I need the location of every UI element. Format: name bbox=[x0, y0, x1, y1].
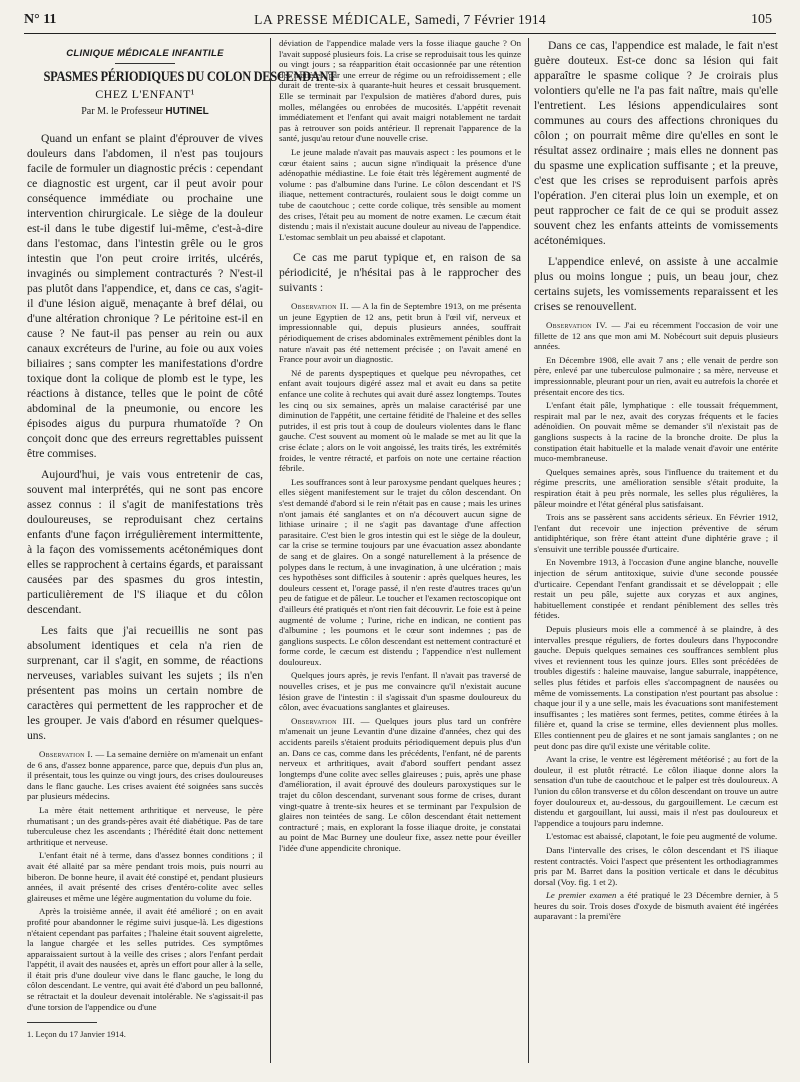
paragraph: Aujourd'hui, je vais vous entretenir de cas, souvent mal interprétés, qui ne sont pas encore assez connus : il s'agit de manifestations très douloureuses, se reproduisant chez certains enfants d'une façon irrégulièrement intermittente, à la façon des vomissements acétonémiques dont elles se rapprochent à certains égards, et paraissant causées par des spasmes du gros intestin, particulièrement de l'S iliaque et du côlon descendant. bbox=[27, 468, 263, 616]
journal-name: LA PRESSE MÉDICALE, bbox=[254, 12, 411, 27]
paragraph: Depuis plusieurs mois elle a commencé à se plaindre, à des intervalles presque réguliers, de fortes douleurs dans l'hypocondre gauche. Depuis quelques semaines ces souffrances semblent plus vives et reviennent tous les quinze jours. Elles sont précédées de troubles digestifs : haleine mauvaise, langue saburrale, inappétence, selles plus fétides et parfois elles s'accompagnent de nausées ou même de vomissements. La constipation n'est pourtant pas absolue : chaque jour il y a une selle, mais les évacuations sont manifestement insuffisantes ; les matières sont fermes, petites, comme étirées à la filière et, quand la crise se termine, elles deviennent plus molles. Elles contiennent peu de glaires et ne sont jamais sanglantes ; on ne peut donc pas dire qu'il existe une véritable colite. bbox=[534, 624, 778, 751]
observation-paragraph bbox=[27, 749, 263, 802]
paragraph: Ce cas me parut typique et, en raison de sa périodicité, je n'hésitai pas à le rapprocher des suivants : bbox=[279, 251, 521, 295]
page-header bbox=[24, 12, 776, 34]
paragraph: Dans l'intervalle des crises, le côlon descendant et l'S iliaque restent contractés. Voici l'aspect que présentent les orthodiagrammes pris par M. Barret dans la position verticale et dans le décubitus dorsal (Voy. fig. 1 et 2). bbox=[534, 844, 778, 887]
footnote: 1. Leçon du 17 Janvier 1914. bbox=[27, 1029, 126, 1040]
observation-label: Observation II. bbox=[291, 301, 349, 312]
paragraph-text: a été pratiqué le 23 Décembre dernier, à 5 heures du soir. Trois doses d'oxyde de bismuth avaient été ingérées auparavant : la premi'ère bbox=[534, 890, 778, 922]
paragraph: Quelques jours après, je revis l'enfant. Il n'avait pas traversé de nouvelles crises, et je pus me convaincre qu'il n'existait aucune lésion grave de l'intestin : il s'agissait d'un spasme douloureux du côlon, avec évacuations sanglantes et glaireuses. bbox=[279, 670, 521, 713]
paragraph: En Novembre 1913, à l'occasion d'une angine blanche, nouvelle injection de sérum antitoxique, suivie d'une seconde poussée d'urticaire. Cependant l'enfant grandissait et se développait ; elle restait un peu pâle, sujette aux coryzas et aux angines, habituellement constipée et rendant péniblement des selles très fétides. bbox=[534, 557, 778, 621]
column-3 bbox=[534, 38, 778, 1078]
observation-label: Observation IV. bbox=[546, 320, 608, 330]
paragraph: L'enfant était pâle, lymphatique : elle toussait fréquemment, respirait mal par le nez, avait des coryzas fréquents et le facies adénoïdien. On pouvait même se demander s'il n'existait pas de ganglions suspects à la racine de la bronche droite. De plus la constipation était habituelle et la malade venait d'avoir une entérite muco-membraneuse. bbox=[534, 400, 778, 464]
paragraph: Les faits que j'ai recueillis ne sont pas absolument identiques et cela n'a rien de surprenant, car il s'agit, en somme, de réactions nerveuses, variables suivant les sujets ; ils n'en présentent pas moins un certain nombre de caractères qui permettent de les rapprocher et de les grouper. Je vais d'abord en résumer quelques-uns. bbox=[27, 624, 263, 742]
section-rubric: CLINIQUE MÉDICALE INFANTILE bbox=[66, 48, 224, 59]
header-rule bbox=[24, 33, 776, 34]
paragraph: Dans ce cas, l'appendice est malade, le fait n'est guère douteux. Est-ce donc sa lésion qui fait apparaître le spasme colique ? Je croirais plus volontiers qu'elle ne l'a pas fait naître, mais qu'elle l'entretient. Les lésions appendiculaires sont communes au cours des affections chroniques du côlon ; on pourrait même dire qu'elles en sont le résultat assez ordinaire ; mais elles ne donnent pas du spasme une explication suffisante ; et la preuve, c'est que les crises se reproduisent parfois après l'opération. J'en citerai plus loin un exemple, et on peut rapprocher ce fait de ce qui se produit assez souvent chez les enfants atteints de vomissements acétonémiques. bbox=[534, 39, 778, 247]
observation-text: — Quelques jours plus tard un confrère m'amenait un jeune Levantin d'une dizaine d'années, chez qui des accidents pareils s'étaient produits périodiquement depuis plus d'un an. Dans ce cas, comme dans les précédents, l'enfant, né de parents nerveux et arthritiques, avait d'abord souffert pendant assez longtemps d'une colite avec selles glaireuses ; puis, après une phase d'amélioration, il avait éprouvé des douleurs paroxystiques sur le trajet du côlon descendant, survenant sous forme de crises, durant vingt-quatre à trente-six heures et se terminant par l'expulsion de glaires non teintées de sang. Le côlon descendant était nettement contracturé ; mais, en explorant la fosse iliaque droite, je constatai au point de Mac Burney une douleur fixe, assez nette pour éveiller l'idée d'une appendicite chronique. bbox=[279, 715, 521, 853]
observation-label: Observation I. bbox=[39, 749, 94, 759]
column-divider bbox=[528, 38, 529, 1063]
paragraph: L'appendice enlevé, on assiste à une accalmie plus ou moins longue ; puis, un beau jour, chez certains sujets, les vomissements reparaissent et les crises se renouvellent. bbox=[534, 255, 778, 313]
observation-label: Observation III. bbox=[291, 715, 355, 726]
author-name: HUTINEL bbox=[165, 106, 209, 117]
paragraph: Les souffrances sont à leur paroxysme pendant quelques heures ; elles siègent manifestement sur le trajet du côlon descendant. On s'est demandé d'abord si le rein n'était pas en cause ; mais les urines n'ont jamais été sanglantes et on n'a découvert aucun signe de lithiase urinaire ; il ne s'agit pas davantage d'une affection parasitaire. C'est bien le gros intestin qui est le siège de la douleur, car la crise se termine toujours par une évacuation assez abondante de sang et de glaires. On a songé naturellement à la présence de polypes dans le rectum, à une invagination, à une ulcération ; mais ces hypothèses sont difficiles à soutenir : après quelques heures, les douleurs cessent et, l'orage passé, il n'en reste d'autres traces qu'un peu de fatigue et de pâleur. Le toucher et l'examen rectoscopique ont d'ailleurs été pratiqués et n'ont rien fait découvrir. Le foie est à peine augmenté de volume ; l'urine, riche en indican, ne contient pas d'albumine ; les poumons et le cœur sont indemnes ; pas de ganglions suspects. Le côlon descendant est nettement contracturé et forme corde, le cæcum est distendu ; l'appendice n'est nullement douloureux. bbox=[279, 476, 521, 667]
article-title: SPASMES PÉRIODIQUES DU COLON DESCENDANT bbox=[43, 69, 337, 85]
footnote-rule bbox=[27, 1022, 97, 1023]
issue-number: N° 11 bbox=[24, 12, 57, 27]
observation-text: — A la fin de Septembre 1913, on me présenta un jeune Egyptien de 12 ans, petit brun à l'œil vif, nerveux et impressionnable qui, depuis plusieurs années, souffrait périodiquement de crises abdominales extrêmement pénibles dont la nature n'avait pas été nettement précisée ; on l'avait amené en France pour avoir un diagnostic. bbox=[279, 301, 521, 365]
article-author bbox=[27, 106, 263, 117]
paragraph: Trois ans se passèrent sans accidents sérieux. En Février 1912, l'enfant dut recevoir une injection préventive de sérum antidiphtérique, son frère étant atteint d'une diphtérie grave ; il s'ensuivit une terrible poussée d'urticaire. bbox=[534, 512, 778, 554]
observation-paragraph bbox=[534, 320, 778, 352]
column-divider bbox=[270, 38, 271, 1063]
issue-date: Samedi, 7 Février 1914 bbox=[414, 12, 546, 27]
paragraph: Après la troisième année, il avait été amélioré ; on en avait profité pour abandonner le régime suivi jusque-là. Les digestions n'étaient cependant pas parfaites ; l'haleine était souvent aigrelette, la langue chargée et les selles putrides. Ces symptômes apparaissaient surtout à la veille des crises ; alors l'enfant perdait l'appétit, il avait des nausées et, après un effort pour aller à la selle, il était pris d'une douleur vive dans le flanc gauche, le long du côlon descendant. Le ventre, qui avait été d'abord un peu ballonné, se rétractait et la douleur devenait intolérable. Ne s'agissait-il pas d'une torsion de l'appendice ou d'une bbox=[27, 906, 263, 1012]
journal-masthead bbox=[24, 12, 776, 28]
paragraph: Quelques semaines après, sous l'influence du traitement et du régime prescrits, une amélioration sensible s'était produite, la respiration était à peu près normale, les selles plus régulières, la pâleur moindre et l'état général plus satisfaisant. bbox=[534, 466, 778, 509]
paragraph: L'estomac est abaissé, clapotant, le foie peu augmenté de volume. bbox=[546, 831, 778, 842]
paragraph: La mère était nettement arthritique et nerveuse, le père rhumatisant ; un des grands-pères avait été diabétique. Pas de tare tuberculeuse chez les ascendants ; l'hérédité était donc nettement arthritique et nerveuse. bbox=[27, 804, 263, 847]
observation-text: — J'ai eu récemment l'occasion de voir une fillette de 12 ans que mon ami M. Nobécourt suit depuis plusieurs années. bbox=[534, 320, 778, 352]
page-number: 105 bbox=[751, 12, 772, 27]
author-prefix: Par M. le Professeur bbox=[81, 106, 163, 117]
paragraph: L'enfant était né à terme, dans d'assez bonnes conditions ; il avait été allaité par sa mère pendant trois mois, puis nourri au biberon. De bonne heure, il avait été constipé et, pendant plusieurs années, il avait présenté des crises d'entéro-colite avec selles glaireuses et même une légère augmentation du volume du foie. bbox=[27, 850, 263, 903]
rubric-rule bbox=[115, 63, 175, 64]
paragraph: déviation de l'appendice malade vers la fosse iliaque gauche ? On l'avait supposé plusieurs fois. La crise se reproduisait tous les quinze ou vingt jours ; sa réapparition était occasionnée par une rétention des matières, par une erreur de régime ou un refroidissement ; elle durait de trente-six à quarante-huit heures et cessait brusquement. Elle se terminait par l'expulsion de matières d'abord dures, puis molles, mélangées ou enrobées de mucosités. L'appétit revenait immédiatement et l'enfant qui avait maigri notablement ne tardait pas à retrouver son poids antérieur. Il reprenait l'apparence de la santé, jusqu'au retour d'une nouvelle crise. bbox=[279, 38, 521, 144]
observation-text: — La semaine dernière on m'amenait un enfant de 6 ans, d'assez bonne apparence, parce que, depuis d'un plus an, il présentait, tous les quinze ou vingt jours, des crises douloureuses dans le flanc gauche. Les crises avaient été soignées sans succès par plusieurs médecins. bbox=[27, 749, 264, 802]
observation-paragraph bbox=[279, 716, 521, 854]
paragraph bbox=[534, 890, 778, 922]
paragraph: Né de parents dyspeptiques et quelque peu névropathes, cet enfant avait toujours digéré assez mal et avait eu dans sa petite enfance une colite à rechutes qui avait duré assez longtemps. Toutes les cinq ou six semaines, après un malaise caractérisé par une diminution de l'appétit, une certaine fétidité de l'haleine et des selles putrides, il est pris tout à coup de douleurs violentes dans le flanc gauche. C'est souvent au moment où le malade se met au lit que la crise éclate ; alors on le voit angoissé, les traits tirés, les extrémités froides, le ventre rétracté, et parfois on note une certaine réaction fébrile. bbox=[279, 367, 521, 474]
paragraph: En Décembre 1908, elle avait 7 ans ; elle venait de perdre son père, enlevé par une tuberculose pulmonaire ; sa mère, nerveuse et impressionnable, pleurant pour un rien, avait eu autrefois la chorée et présentait encore des tics. bbox=[534, 354, 778, 397]
paragraph: Quand un enfant se plaint d'éprouver de vives douleurs dans l'abdomen, il n'est pas toujours facile de formuler un diagnostic précis : cependant ce diagnostic est urgent, car il peut avoir pour conséquence immédiate ou prochaine une intervention chirurgicale. Le siège de la douleur est-il dans le tube digestif lui-même, c'est-à-dire dans l'estomac, dans l'intestin grêle ou le gros intestin que l'on peut croire irrités, ulcérés, invaginés ou simplement contracturés ? N'est-il pas plutôt dans l'appendice, et, dans ce cas, s'agit-il d'une lésion aiguë, menaçante à bref délai, ou d'une altération chronique ? Le péritoine est-il en cause ? Ne faut-il pas penser au rein ou aux canaux excréteurs de l'urine, au foie ou aux voies biliaires ; sans compter les manifestations d'ordre toxique dont la colique de plomb est le type, les réactions à distance, telles que le point de côté abdominal de la pneumonie, ou encore les épisodes aigus du purpura rhumatoïde ? On conçoit donc que des erreurs regrettables puissent être commises. bbox=[27, 132, 263, 460]
column-2 bbox=[279, 38, 521, 1078]
article-subtitle: CHEZ L'ENFANT¹ bbox=[95, 87, 195, 101]
observation-paragraph bbox=[279, 301, 521, 365]
paragraph: Le jeune malade n'avait pas mauvais aspect : les poumons et le cœur étaient sains ; aucun signe n'indiquait la présence d'une adénopathie médiastine. Le foie était très légèrement augmenté de volume : pas d'albumine dans l'urine. Le côlon descendant et l'S iliaque, nettement contracturés, roulaient sous le doigt comme un tube de caoutchouc ; cette corde colique, très sensible au moment des crises, l'était peu au moment de notre examen. Le cæcum était distendu ; mais il n'existait aucune douleur au niveau de l'appendice. L'estomac semblait un peu abaissé et clapotant. bbox=[279, 146, 521, 242]
paragraph: Avant la crise, le ventre est légèrement météorisé ; au fort de la douleur, il est plutôt rétracté. Le côlon iliaque donne alors la sensation d'un tube de caoutchouc et le palper est très douloureux. A l'union du côlon transverse et du côlon descendant on trouve un autre foyer douloureux et, au-dessous, du gargouillement. Le cæcum est distendu et gargouillant, lui aussi, mais il n'est pas douloureux et l'appendice a toujours paru indemne. bbox=[534, 754, 778, 828]
emphasis: Le premier examen bbox=[546, 890, 617, 901]
